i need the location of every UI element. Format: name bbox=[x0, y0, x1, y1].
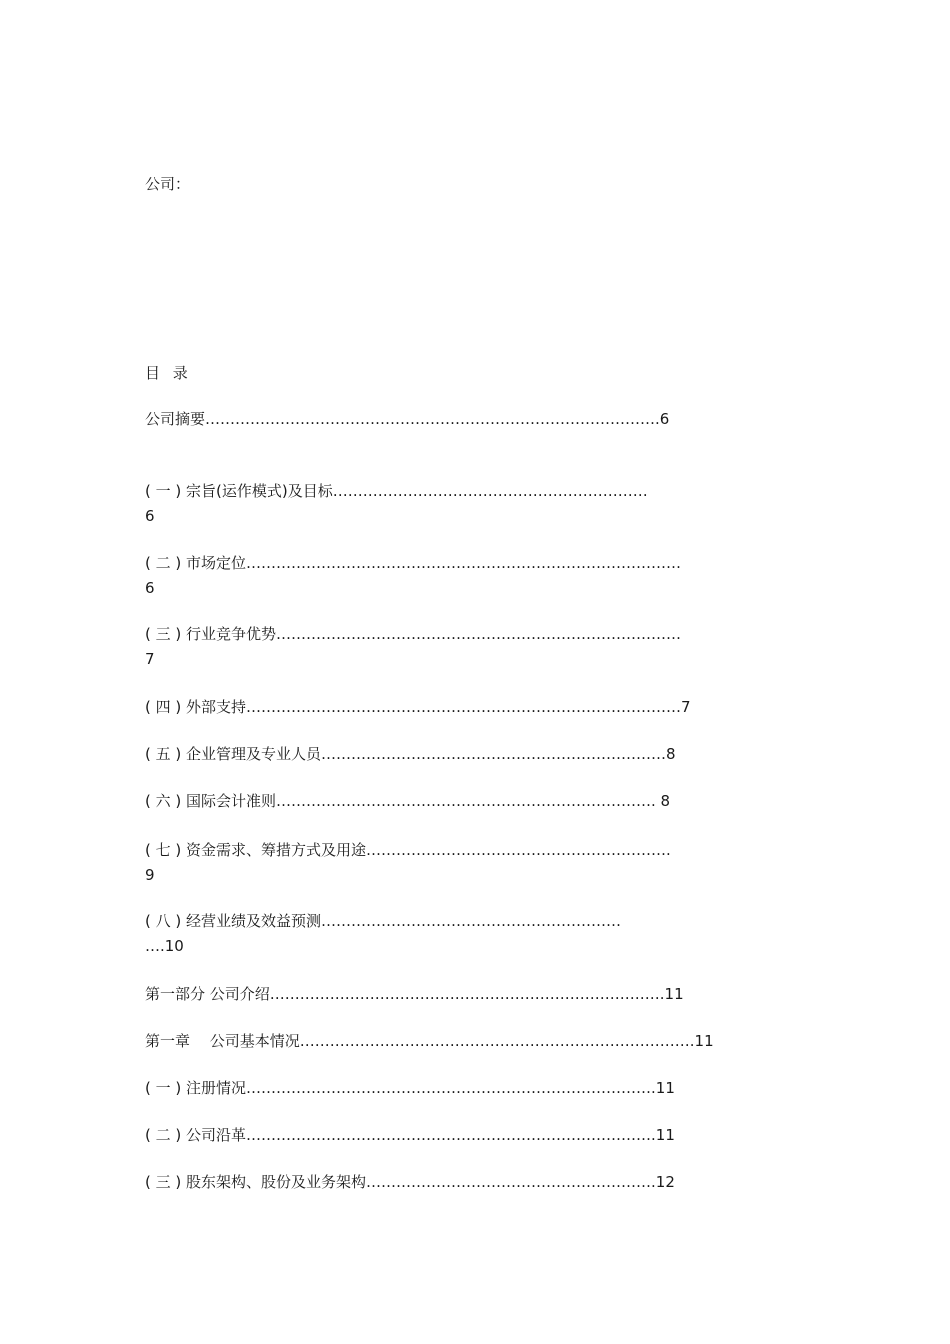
toc-entry-text: ( 三 ) 股东架构、股份及业务架构………………………………………………….12 bbox=[145, 1173, 675, 1191]
toc-entry-part-one[interactable] bbox=[145, 982, 684, 1007]
toc-entry-purpose[interactable] bbox=[145, 479, 648, 529]
toc-entry-text: ( 七 ) 资金需求、筹措方式及用途……………………………………………………. bbox=[145, 841, 671, 859]
toc-entry-text: ( 一 ) 注册情况……………………………………………………………………….11 bbox=[145, 1079, 675, 1097]
toc-entry-management[interactable] bbox=[145, 742, 676, 767]
toc-entry-performance-forecast[interactable] bbox=[145, 909, 621, 959]
toc-entry-text: 公司摘要……………………………………………………………………………….6 bbox=[145, 410, 670, 428]
toc-entry-chapter-one[interactable] bbox=[145, 1029, 714, 1054]
toc-entry-text: 第一部分 公司介绍…………………………………………………………………….11 bbox=[145, 985, 684, 1003]
toc-entry-external-support[interactable] bbox=[145, 695, 691, 720]
toc-entry-text: ( 二 ) 公司沿革……………………………………………………………………….11 bbox=[145, 1126, 675, 1144]
toc-entry-text: ( 五 ) 企业管理及专业人员……………………………………………………………8 bbox=[145, 745, 676, 763]
toc-entry-funding[interactable] bbox=[145, 838, 671, 888]
toc-entry-market-position[interactable] bbox=[145, 551, 681, 601]
toc-entry-competitive-advantage[interactable] bbox=[145, 622, 681, 672]
toc-entry-page: 9 bbox=[145, 866, 155, 884]
toc-entry-summary[interactable] bbox=[145, 407, 669, 432]
toc-entry-text: 第一章 公司基本情况…………………………………………………………………….11 bbox=[145, 1032, 714, 1050]
toc-entry-shareholder-structure[interactable] bbox=[145, 1170, 675, 1195]
toc-entry-registration[interactable] bbox=[145, 1076, 675, 1101]
toc-entry-history[interactable] bbox=[145, 1123, 675, 1148]
toc-entry-page: 7 bbox=[145, 650, 155, 668]
toc-entry-text: ( 一 ) 宗旨(运作模式)及目标……………………………………………………… bbox=[145, 482, 648, 500]
toc-entry-text: ( 四 ) 外部支持……………………………………………………………………………7 bbox=[145, 698, 691, 716]
toc-entry-text: ( 三 ) 行业竞争优势……………………………………………………………………… bbox=[145, 625, 682, 643]
toc-entry-page: 6 bbox=[145, 579, 155, 597]
toc-title: 目 录 bbox=[145, 364, 192, 382]
toc-entry-page: ….10 bbox=[145, 937, 184, 955]
toc-entry-page: 6 bbox=[145, 507, 155, 525]
toc-entry-text: ( 二 ) 市场定位…………………………………………………………………………… bbox=[145, 554, 682, 572]
toc-entry-text: ( 八 ) 经营业绩及效益预测…………………………………………………… bbox=[145, 912, 622, 930]
company-label: 公司： bbox=[145, 175, 191, 193]
toc-entry-accounting-standards[interactable] bbox=[145, 789, 670, 814]
toc-entry-text: ( 六 ) 国际会计准则…………………………………………………………………. 8 bbox=[145, 792, 671, 810]
